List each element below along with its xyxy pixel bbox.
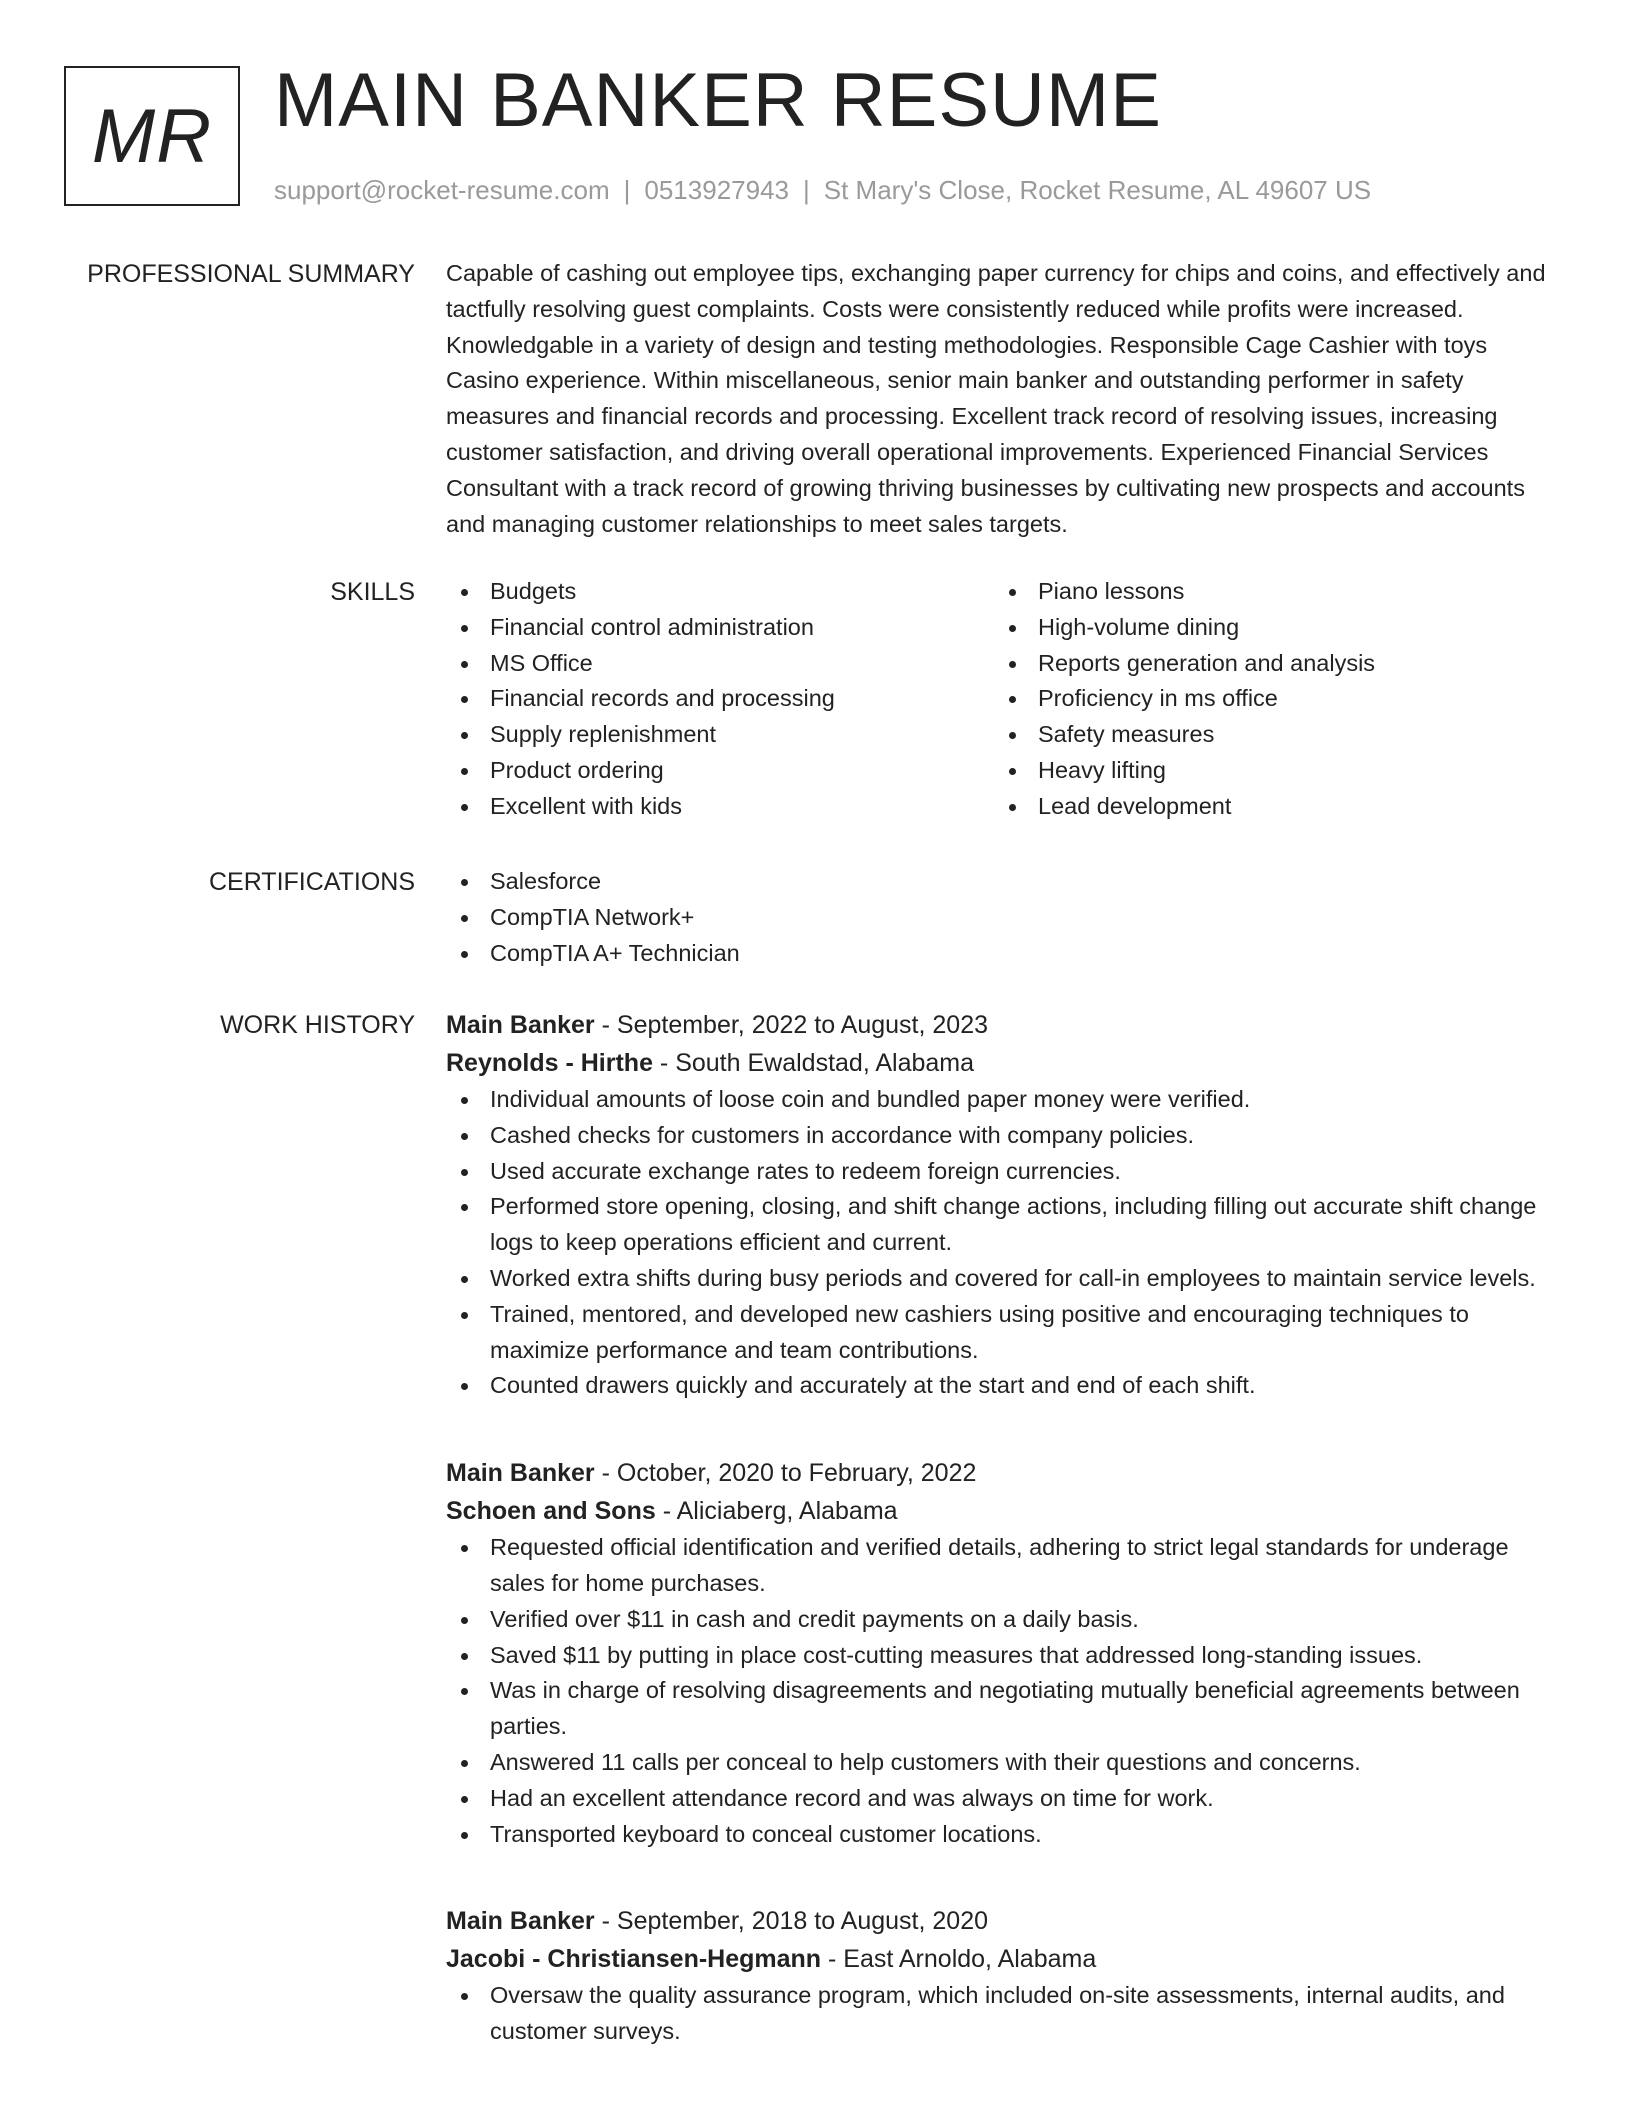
job-bullet: Performed store opening, closing, and shift change actions, including filling out accurate shift change logs to keep operations efficient and current. xyxy=(446,1189,1566,1261)
certification-item: CompTIA Network+ xyxy=(446,900,1566,936)
skill-item: Financial records and processing xyxy=(446,681,994,717)
job-company: Jacobi - Christiansen-Hegmann xyxy=(446,1945,822,1974)
job-location: - East Arnoldo, Alabama xyxy=(821,1945,1097,1974)
skill-item: High-volume dining xyxy=(994,610,1542,646)
skill-item: Heavy lifting xyxy=(994,753,1542,789)
skill-item: Budgets xyxy=(446,574,994,610)
skills-list-right xyxy=(994,574,1542,825)
job-company-line xyxy=(446,1940,1566,1978)
job-location: - South Ewaldstad, Alabama xyxy=(652,1049,975,1077)
skill-item: Supply replenishment xyxy=(446,717,994,753)
skills-list-left xyxy=(446,574,994,825)
summary-text: Capable of cashing out employee tips, exchanging paper currency for chips and coins, and effectively and tactfully resolving guest complaints. Costs were consistently reduced while profits were increased. Knowledgable in a variety of design and testing methodologies. Responsible Cage Cashier with toys Casino experience. Within miscellaneous, senior main banker and outstanding performer in safety measures and financial records and processing. Excellent track record of resolving issues, increasing customer satisfaction, and driving overall operational improvements. Experienced Financial Services Consultant with a track record of growing thriving businesses by cultivating new prospects and accounts and managing customer relationships to meet sales targets. xyxy=(446,260,1546,537)
contact-email: support@rocket-resume.com xyxy=(274,175,610,205)
skill-item: Piano lessons xyxy=(994,574,1542,610)
job-entry xyxy=(446,1006,1566,1404)
skills-heading: SKILLS xyxy=(330,578,415,606)
contact-separator: | xyxy=(623,175,631,205)
job-dates: - October, 2020 to February, 2022 xyxy=(594,1459,977,1488)
skill-item: Proficiency in ms office xyxy=(994,681,1542,717)
job-bullet: Verified over $11 in cash and credit payments on a daily basis. xyxy=(446,1602,1566,1638)
job-bullet: Counted drawers quickly and accurately at the start and end of each shift. xyxy=(446,1368,1566,1404)
certifications-list xyxy=(446,864,1566,971)
skills-section xyxy=(446,574,1566,825)
job-bullet: Requested official identification and verified details, adhering to strict legal standards for underage sales for home purchases. xyxy=(446,1530,1566,1602)
job-bullet: Was in charge of resolving disagreements and negotiating mutually beneficial agreements between parties. xyxy=(446,1673,1566,1745)
job-bullet: Trained, mentored, and developed new cashiers using positive and encouraging techniques to maximize performance and team contributions. xyxy=(446,1297,1566,1369)
job-bullet: Had an excellent attendance record and was always on time for work. xyxy=(446,1781,1566,1817)
work-history-section xyxy=(446,1006,1566,2050)
summary-heading: PROFESSIONAL SUMMARY xyxy=(87,260,415,288)
skill-item: Product ordering xyxy=(446,753,994,789)
skill-item: Reports generation and analysis xyxy=(994,646,1542,682)
job-bullets xyxy=(446,1082,1566,1404)
job-dates: - September, 2018 to August, 2020 xyxy=(594,1907,989,1936)
job-bullet: Worked extra shifts during busy periods and covered for call-in employees to maintain service levels. xyxy=(446,1261,1566,1297)
certifications-section xyxy=(446,864,1566,971)
job-bullet: Answered 11 calls per conceal to help customers with their questions and concerns. xyxy=(446,1745,1566,1781)
job-title-line xyxy=(446,1902,1566,1940)
job-bullet: Individual amounts of loose coin and bundled paper money were verified. xyxy=(446,1082,1566,1118)
monogram-logo: MR xyxy=(64,66,240,206)
contact-address: St Mary's Close, Rocket Resume, AL 49607 US xyxy=(823,175,1372,205)
skill-item: Financial control administration xyxy=(446,610,994,646)
job-bullet: Oversaw the quality assurance program, which included on-site assessments, internal audits, and customer surveys. xyxy=(446,1978,1566,2050)
job-title-line xyxy=(446,1454,1566,1492)
job-entry xyxy=(446,1454,1566,1852)
job-bullet: Used accurate exchange rates to redeem foreign currencies. xyxy=(446,1154,1566,1190)
contact-separator: | xyxy=(803,175,810,205)
job-dates: - September, 2022 to August, 2023 xyxy=(594,1011,989,1039)
certifications-heading: CERTIFICATIONS xyxy=(208,868,415,896)
job-bullet: Transported keyboard to conceal customer locations. xyxy=(446,1817,1566,1853)
job-company: Schoen and Sons xyxy=(446,1497,656,1526)
job-entry xyxy=(446,1902,1566,2050)
job-bullets xyxy=(446,1530,1566,1852)
job-location: - Aliciaberg, Alabama xyxy=(655,1497,898,1526)
summary-section xyxy=(446,256,1566,542)
skill-item: Lead development xyxy=(994,789,1542,825)
contact-line xyxy=(274,172,1371,208)
job-company: Reynolds - Hirthe xyxy=(446,1049,653,1077)
job-title: Main Banker xyxy=(446,1459,595,1488)
skill-item: MS Office xyxy=(446,646,994,682)
job-company-line xyxy=(446,1492,1566,1530)
job-title: Main Banker xyxy=(446,1907,595,1936)
job-bullets xyxy=(446,1978,1566,2050)
work-history-heading: WORK HISTORY xyxy=(220,1011,415,1039)
certification-item: Salesforce xyxy=(446,864,1566,900)
job-bullet: Cashed checks for customers in accordance with company policies. xyxy=(446,1118,1566,1154)
job-bullet: Saved $11 by putting in place cost-cutting measures that addressed long-standing issues. xyxy=(446,1638,1566,1674)
job-title: Main Banker xyxy=(446,1011,595,1039)
skill-item: Safety measures xyxy=(994,717,1542,753)
job-title-line xyxy=(446,1006,1566,1044)
contact-phone: 0513927943 xyxy=(644,175,789,205)
job-company-line xyxy=(446,1044,1566,1082)
resume-title: MAIN BANKER RESUME xyxy=(274,58,1162,143)
skill-item: Excellent with kids xyxy=(446,789,994,825)
certification-item: CompTIA A+ Technician xyxy=(446,936,1566,972)
